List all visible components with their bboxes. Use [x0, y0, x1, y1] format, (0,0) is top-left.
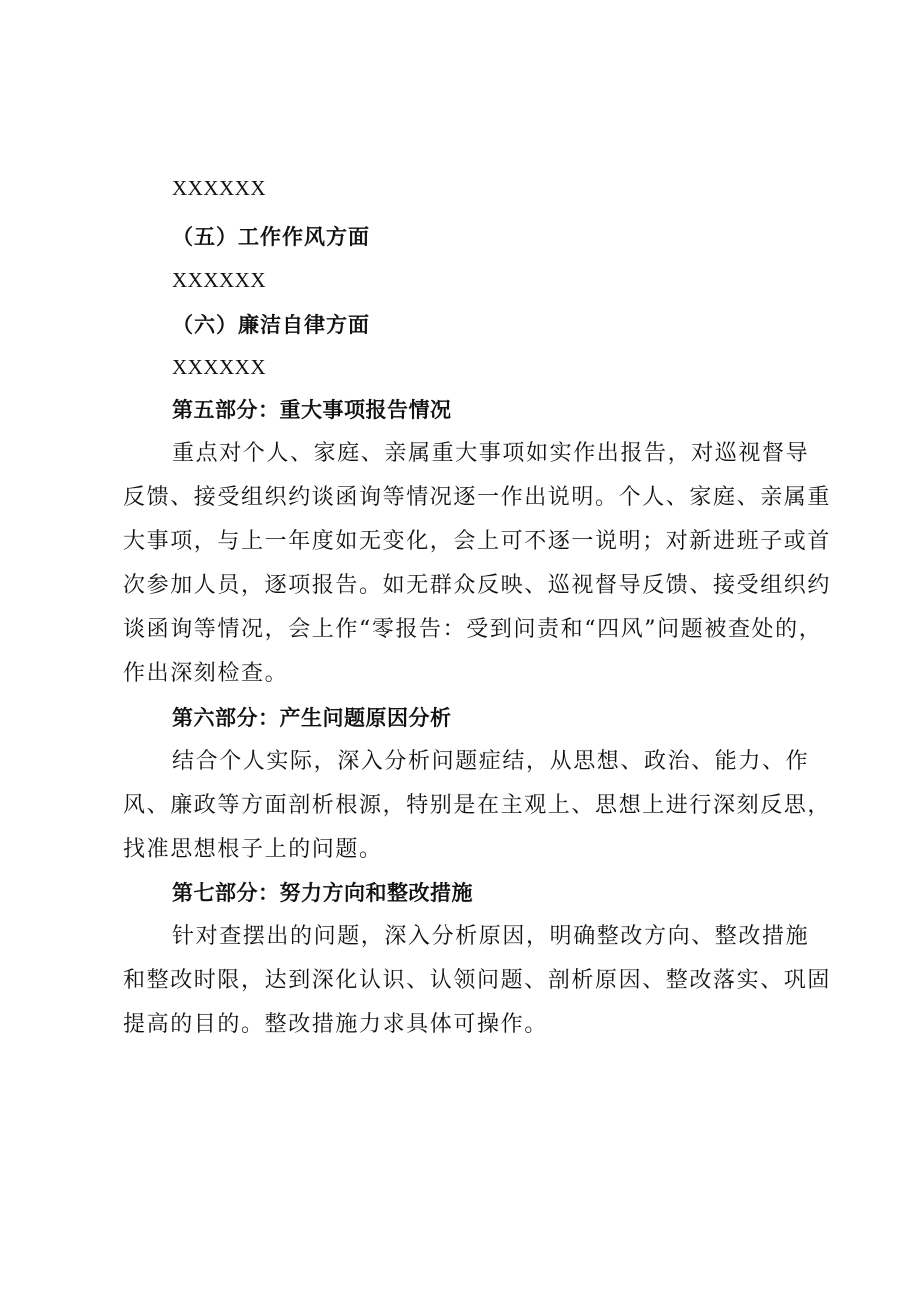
paragraph-line: 作出深刻检查。 [123, 661, 289, 686]
paragraph-line: 风、廉政等方面剖析根源，特别是在主观上、思想上进行深刻反思， [123, 793, 832, 818]
paragraph-line: 次参加人员，逐项报告。如无群众反映、巡视督导反馈、接受组织约 [123, 573, 832, 598]
paragraph-line: 找准思想根子上的问题。 [123, 837, 383, 862]
paragraph-line: 和整改时限，达到深化认识、认领问题、剖析原因、整改落实、巩固 [123, 968, 832, 993]
paragraph-line: 重点对个人、家庭、亲属重大事项如实作出报告，对巡视督导 [172, 441, 810, 466]
subsection-heading-integrity: （六）廉洁自律方面 [172, 313, 370, 337]
section-heading-part-six: 第六部分：产生问题原因分析 [172, 706, 452, 730]
section-heading-part-five: 第五部分：重大事项报告情况 [172, 398, 452, 422]
paragraph-line: 针对查摆出的问题，深入分析原因，明确整改方向、整改措施 [172, 924, 810, 949]
placeholder-text: XXXXXX [172, 355, 266, 379]
paragraph-line: 结合个人实际，深入分析问题症结，从思想、政治、能力、作 [172, 749, 810, 774]
paragraph-line: 反馈、接受组织约谈函询等情况逐一作出说明。个人、家庭、亲属重 [123, 485, 832, 510]
placeholder-text: XXXXXX [172, 176, 266, 200]
paragraph-line: 谈函询等情况，会上作“零报告：受到问责和“四风”问题被查处的， [123, 617, 823, 642]
section-heading-part-seven: 第七部分：努力方向和整改措施 [172, 881, 473, 905]
paragraph-line: 大事项，与上一年度如无变化，会上可不逐一说明；对新进班子或首 [123, 529, 832, 554]
placeholder-text: XXXXXX [172, 268, 266, 292]
subsection-heading-work-style: （五）工作作风方面 [172, 225, 370, 249]
paragraph-line: 提高的目的。整改措施力求具体可操作。 [123, 1012, 548, 1037]
